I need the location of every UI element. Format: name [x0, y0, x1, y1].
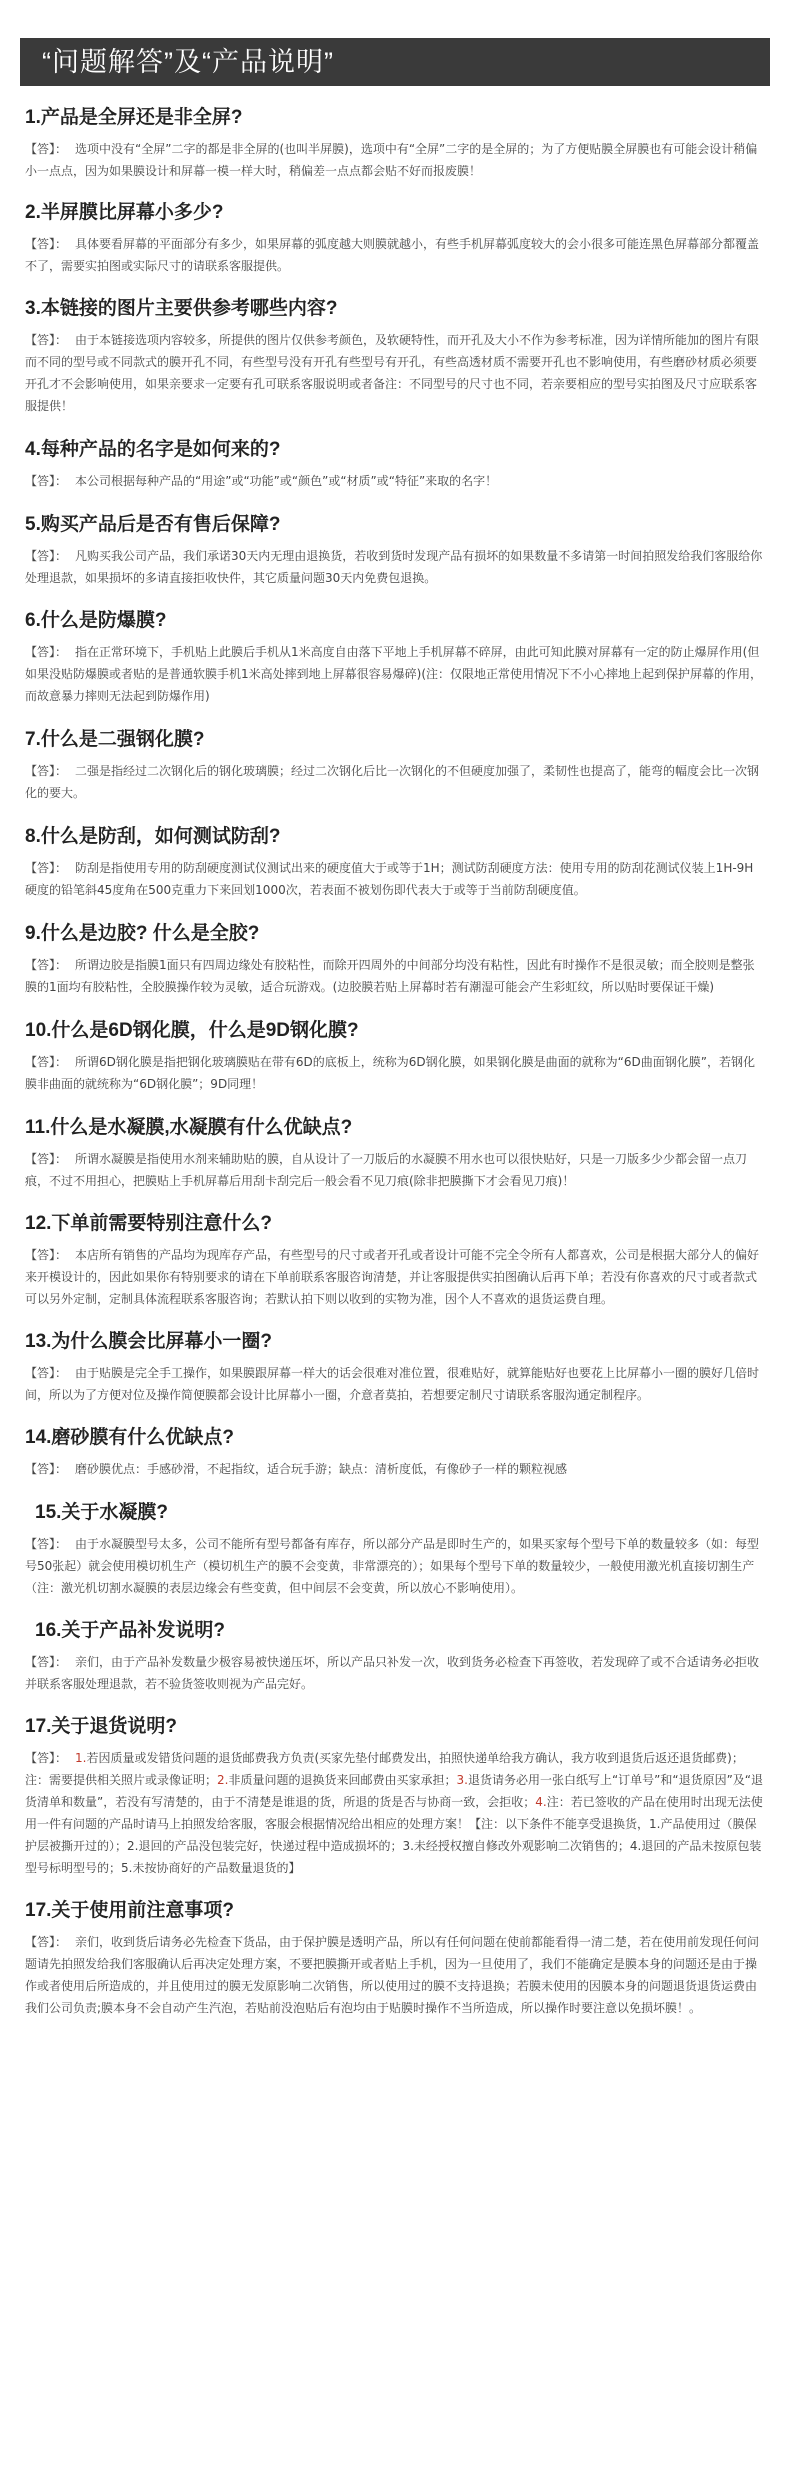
- faq-question: 17.关于退货说明?: [25, 1716, 178, 1737]
- faq-question: 2.半屏膜比屏幕小多少?: [25, 202, 224, 223]
- answer-text: 指在正常环境下，手机贴上此膜后手机从1米高度自由落下平地上手机屏幕不碎屏，由此可知此膜对屏幕有一定的防止爆屏作用(但如果没贴防爆膜或者贴的是普通软膜手机1米高处摔到地上屏幕很容易爆碎)(注：仅限地正常使用情况下不小心摔地上起到保护屏幕的作用，而故意暴力摔则无法起到防爆作用): [25, 645, 763, 703]
- answer-tag: 【答】：: [25, 142, 68, 156]
- faq-answer: [25, 954, 765, 998]
- faq-question: 4.每种产品的名字是如何来的?: [25, 439, 281, 460]
- answer-part: 1.: [75, 1751, 87, 1765]
- answer-tag: 【答】：: [25, 1366, 68, 1380]
- faq-item-14: [25, 1426, 765, 1480]
- faq-answer: [25, 1458, 765, 1480]
- answer-tag: 【答】：: [25, 1751, 68, 1765]
- faq-item-15: [25, 1501, 765, 1599]
- answer-tag: 【答】：: [25, 474, 68, 488]
- faq-item-10: [25, 1019, 765, 1095]
- faq-question: 3.本链接的图片主要供参考哪些内容?: [25, 298, 338, 319]
- answer-tag: 【答】：: [25, 1462, 68, 1476]
- faq-answer: [25, 641, 765, 707]
- answer-tag: 【答】：: [25, 1248, 68, 1262]
- answer-tag: 【答】：: [25, 237, 68, 251]
- faq-item-8: [25, 825, 765, 901]
- answer-tag: 【答】：: [25, 333, 68, 347]
- faq-item-5: [25, 513, 765, 589]
- answer-tag: 【答】：: [25, 1537, 68, 1551]
- faq-item-7: [25, 728, 765, 804]
- answer-text: 本店所有销售的产品均为现库存产品，有些型号的尺寸或者开孔或者设计可能不完全令所有人都喜欢，公司是根据大部分人的偏好来开模设计的，因此如果你有特别要求的请在下单前联系客服咨询清楚，并让客服提供实拍图确认后再下单；若没有你喜欢的尺寸或者款式可以另外定制，定制具体流程联系客服咨询；若默认拍下则以收到的实物为准，因个人不喜欢的退货运费自理。: [25, 1248, 760, 1306]
- faq-item-13: [25, 1330, 765, 1406]
- faq-question: 5.购买产品后是否有售后保障?: [25, 514, 281, 535]
- faq-question: 12.下单前需要特别注意什么?: [25, 1213, 273, 1234]
- answer-tag: 【答】：: [25, 549, 68, 563]
- answer-text: 由于贴膜是完全手工操作，如果膜跟屏幕一样大的话会很难对准位置，很难贴好，就算能贴好也要花上比屏幕小一圈的膜好几倍时间，所以为了方便对位及操作简便膜都会设计比屏幕小一圈，介意者莫拍，若想要定制尺寸请联系客服沟通定制程序。: [25, 1366, 760, 1402]
- faq-question: 1.产品是全屏还是非全屏?: [25, 107, 243, 128]
- faq-question: 14.磨砂膜有什么优缺点?: [25, 1427, 235, 1448]
- faq-question: 6.什么是防爆膜?: [25, 610, 167, 631]
- answer-text: 具体要看屏幕的平面部分有多少，如果屏幕的弧度越大则膜就越小，有些手机屏幕弧度较大的会小很多可能连黑色屏幕部分都覆盖不了，需要实拍图或实际尺寸的请联系客服提供。: [25, 237, 760, 273]
- answer-text: 防刮是指使用专用的防刮硬度测试仪测试出来的硬度值大于或等于1H；测试防刮硬度方法：使用专用的防刮花测试仪装上1H-9H硬度的铅笔斜45度角在500克重力下来回划1000次，若表面不被划伤即代表大于或等于当前防刮硬度值。: [25, 861, 754, 897]
- page-title: “问题解答”及“产品说明”: [20, 38, 770, 86]
- faq-answer: [25, 1747, 765, 1879]
- faq-answer: [25, 1362, 765, 1406]
- answer-text: 由于水凝膜型号太多，公司不能所有型号都备有库存，所以部分产品是即时生产的，如果买家每个型号下单的数量较多（如：每型号50张起）就会使用模切机生产（模切机生产的膜不会变黄，非常漂亮的）；如果每个型号下单的数量较少，一般使用激光机直接切割生产（注：激光机切割水凝膜的表层边缘会有些变黄，但中间层不会变黄，所以放心不影响使用）。: [25, 1537, 760, 1595]
- answer-tag: 【答】：: [25, 958, 68, 972]
- faq-answer: [25, 857, 765, 901]
- answer-part: 3.: [456, 1773, 468, 1787]
- answer-text: 由于本链接选项内容较多，所提供的图片仅供参考颜色，及软硬特性，而开孔及大小不作为参考标准，因为详情所能加的图片有限而不同的型号或不同款式的膜开孔不同，有些型号没有开孔有些型号有开孔，有些高透材质不需要开孔也不影响使用，有些磨砂材质必须要开孔才不会影响使用，如果亲要求一定要有孔可联系客服说明或者备注：不同型号的尺寸也不同，若亲要相应的型号实拍图及尺寸应联系客服提供！: [25, 333, 760, 413]
- faq-answer: [25, 329, 765, 417]
- answer-text: 选项中没有“全屏”二字的都是非全屏的(也叫半屏膜)，选项中有“全屏”二字的是全屏的；为了方便贴膜全屏膜也有可能会设计稍偏小一点点，因为如果膜设计和屏幕一模一样大时，稍偏差一点点都会贴不好而报废膜！: [25, 142, 758, 178]
- answer-tag: 【答】：: [25, 645, 68, 659]
- answer-text: 亲们，收到货后请务必先检查下货品，由于保护膜是透明产品，所以有任何问题在使前都能看得一清二楚，若在使用前发现任何问题请先拍照发给我们客服确认后再决定处理方案，不要把膜撕开或者贴上手机，因为一旦使用了，我们不能确定是膜本身的问题还是由于操作或者使用后所造成的，并且使用过的膜无发原影响二次销售，所以使用过的膜不支持退换；若膜未使用的因膜本身的问题退货退货运费由我们公司负责;膜本身不会自动产生汽泡，若贴前没泡贴后有泡均由于贴膜时操作不当所造成，所以操作时要注意以免损坏膜！。: [25, 1935, 760, 2015]
- answer-text: 二强是指经过二次钢化后的钢化玻璃膜；经过二次钢化后比一次钢化的不但硬度加强了，柔韧性也提高了，能弯的幅度会比一次钢化的要大。: [25, 764, 760, 800]
- faq-question: 7.什么是二强钢化膜?: [25, 729, 205, 750]
- answer-part: 2.: [217, 1773, 229, 1787]
- answer-tag: 【答】：: [25, 1055, 68, 1069]
- answer-text: 凡购买我公司产品，我们承诺30天内无理由退换货，若收到货时发现产品有损坏的如果数量不多请第一时间拍照发给我们客服给你处理退款，如果损坏的多请直接拒收快件，其它质量问题30天内免费包退换。: [25, 549, 763, 585]
- answer-tag: 【答】：: [25, 1935, 68, 1949]
- faq-answer: [25, 138, 765, 182]
- faq-item-11: [25, 1116, 765, 1192]
- answer-text: 亲们，由于产品补发数量少极容易被快递压坏，所以产品只补发一次，收到货务必检查下再签收，若发现碎了或不合适请务必拒收并联系客服处理退款，若不验货签收则视为产品完好。: [25, 1655, 760, 1691]
- faq-question: 13.为什么膜会比屏幕小一圈?: [25, 1331, 273, 1352]
- faq-item-12: [25, 1212, 765, 1310]
- faq-question: 11.什么是水凝膜,水凝膜有什么优缺点?: [25, 1117, 353, 1138]
- faq-answer: [25, 1931, 765, 2019]
- faq-question: 17.关于使用前注意事项?: [25, 1900, 235, 1921]
- answer-text: 磨砂膜优点：手感砂滑，不起指纹，适合玩手游；缺点：清析度低，有像砂子一样的颗粒视感: [75, 1462, 568, 1476]
- faq-question: 15.关于水凝膜?: [35, 1502, 169, 1523]
- faq-answer: [25, 233, 765, 277]
- answer-text: 所谓水凝膜是指使用水剂来辅助贴的膜，自从设计了一刀版后的水凝膜不用水也可以很快贴好，只是一刀版多少少都会留一点刀痕，不过不用担心，把膜贴上手机屏幕后用刮卡刮完后一般会看不见刀痕(除非把膜撕下才会看见刀痕)！: [25, 1152, 748, 1188]
- faq-item-2: [25, 201, 765, 277]
- answer-part: 若因质量或发错货问题的退货邮费我方负责(买家先垫付邮费发出，拍照快递单给我方确认，我方收到退货后返还退货邮费)；注：需要提供相关照片或录像证明；: [25, 1751, 744, 1787]
- answer-part: 4.: [535, 1795, 547, 1809]
- answer-part: 退货请务必用一张白纸写上“订单号”和“退货原因”及“退货清单和数量”，若没有写清楚的，由于不清楚是谁退的货，所退的货是否与协商一致，会拒收；: [25, 1773, 764, 1809]
- answer-tag: 【答】：: [25, 764, 68, 778]
- faq-answer: [25, 1244, 765, 1310]
- answer-text: 本公司根据每种产品的“用途”或“功能”或“颜色”或“材质”或“特征”来取的名字！: [75, 474, 498, 488]
- faq-answer: [25, 1651, 765, 1695]
- faq-answer: [25, 545, 765, 589]
- faq-answer: [25, 1148, 765, 1192]
- faq-question: 16.关于产品补发说明?: [35, 1620, 226, 1641]
- faq-item-3: [25, 297, 765, 417]
- faq-item-9: [25, 922, 765, 998]
- answer-text: 所谓边胶是指膜1面只有四周边缘处有胶粘性，而除开四周外的中间部分均没有粘性，因此有时操作不是很灵敏；而全胶则是整张膜的1面均有胶粘性，全胶膜操作较为灵敏，适合玩游戏。(边胶膜若贴上屏幕时若有潮湿可能会产生彩虹纹，所以贴时要保证干燥): [25, 958, 755, 994]
- answer-part: 非质量问题的退换货来回邮费由买家承担；: [228, 1773, 457, 1787]
- faq-answer: [25, 470, 765, 492]
- faq-item-6: [25, 609, 765, 707]
- faq-question: 10.什么是6D钢化膜，什么是9D钢化膜?: [25, 1020, 359, 1041]
- faq-item-18: [25, 1899, 765, 2019]
- faq-item-16: [25, 1619, 765, 1695]
- faq-question: 8.什么是防刮，如何测试防刮?: [25, 826, 281, 847]
- faq-item-17: [25, 1715, 765, 1879]
- answer-tag: 【答】：: [25, 1152, 68, 1166]
- answer-part: 注：若已签收的产品在使用时出现无法使用一件有问题的产品时请马上拍照发给客服，客服会根据情况给出相应的处理方案！【注：以下条件不能享受退换货，1.产品使用过（膜保护层被撕开过的）；2.退回的产品没包装完好，快递过程中造成损坏的；3.未经授权擅自修改外观影响二次销售的；4.退回的产品未按原包装型号标明型号的；5.未按协商好的产品数量退货的】: [25, 1795, 763, 1875]
- faq-item-4: [25, 438, 765, 492]
- faq-item-1: [25, 106, 765, 182]
- answer-tag: 【答】：: [25, 861, 68, 875]
- faq-answer: [25, 1533, 765, 1599]
- answer-text: 所谓6D钢化膜是指把钢化玻璃膜贴在带有6D的底板上，统称为6D钢化膜，如果钢化膜是曲面的就称为“6D曲面钢化膜”，若钢化膜非曲面的就统称为“6D钢化膜”；9D同理！: [25, 1055, 755, 1091]
- answer-tag: 【答】：: [25, 1655, 68, 1669]
- faq-answer: [25, 760, 765, 804]
- faq-question: 9.什么是边胶? 什么是全胶?: [25, 923, 260, 944]
- faq-list: [25, 106, 765, 2019]
- faq-answer: [25, 1051, 765, 1095]
